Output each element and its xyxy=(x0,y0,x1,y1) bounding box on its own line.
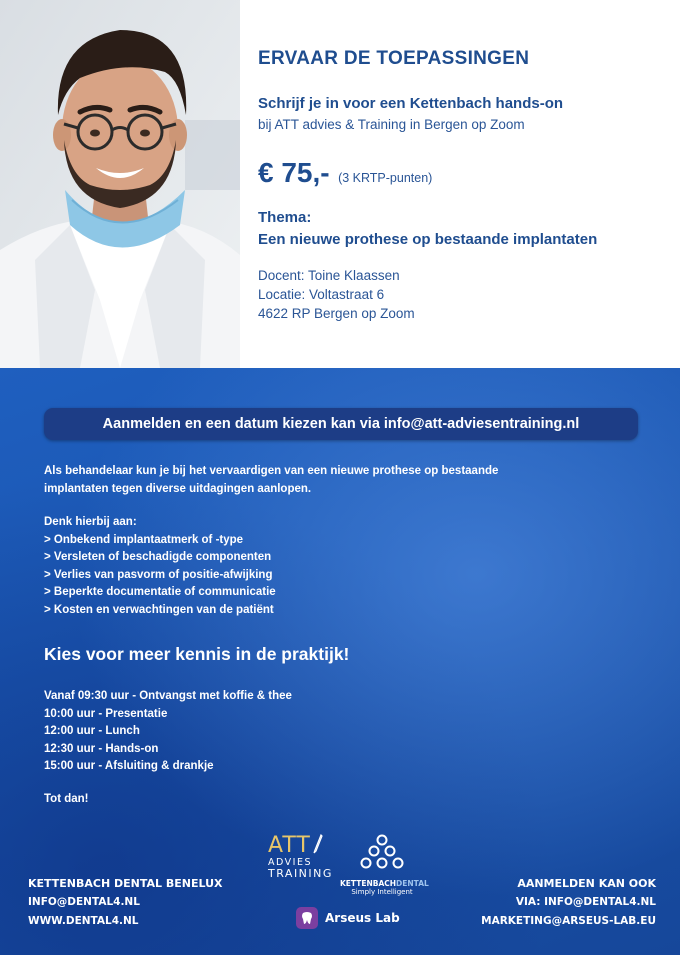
list-item: > Versleten of beschadigde componenten xyxy=(44,551,272,563)
footer-email-link[interactable]: INFO@DENTAL4.NL xyxy=(28,896,140,908)
checklist xyxy=(44,514,276,619)
signup-banner[interactable]: Aanmelden en een datum kiezen kan via info@att-adviesentraining.nl xyxy=(44,408,638,440)
checklist-heading: Denk hierbij aan: xyxy=(44,516,137,528)
kettenbach-tagline: Simply Intelligent xyxy=(351,888,413,896)
docent: Docent: Toine Klaassen xyxy=(258,268,400,283)
invite-subtitle: bij ATT advies & Training in Bergen op Zoom xyxy=(258,117,525,132)
invite-title: Schrijf je in voor een Kettenbach hands-on xyxy=(258,95,564,112)
price-points: (3 KRTP-punten) xyxy=(338,171,433,185)
intro-line-1: Als behandelaar kun je bij het vervaardigen van een nieuwe prothese op bestaande xyxy=(44,465,499,477)
footer-right xyxy=(481,874,656,931)
kettenbach-logo xyxy=(340,834,429,896)
arseus-tooth-icon xyxy=(296,907,318,929)
intro-line-2: implantaten tegen diverse uitdagingen aanlopen. xyxy=(44,482,312,495)
arseus-name: Arseus Lab xyxy=(325,911,400,925)
slogan: Kies voor meer kennis in de praktijk! xyxy=(44,644,350,664)
theme-title: Een nieuwe prothese op bestaande implantaten xyxy=(258,231,598,248)
list-item: > Kosten en verwachtingen van de patiënt xyxy=(44,603,274,616)
footer-signup-heading: AANMELDEN KAN OOK xyxy=(517,877,656,890)
top-section xyxy=(0,0,680,368)
price-block xyxy=(258,157,432,189)
schedule-item: 12:00 uur - Lunch xyxy=(44,725,140,737)
schedule-item: 15:00 uur - Afsluiting & drankje xyxy=(44,760,214,772)
att-logo xyxy=(268,834,332,894)
footer-website-link[interactable]: WWW.DENTAL4.NL xyxy=(28,915,139,927)
arseus-logo xyxy=(296,906,400,930)
kettenbach-name: KETTENBACHDENTAL xyxy=(340,879,429,888)
att-logo-word: ATT xyxy=(268,834,332,857)
molecule-icon xyxy=(358,834,406,872)
footer-left xyxy=(28,874,223,931)
schedule xyxy=(44,688,292,776)
course-meta xyxy=(258,266,415,323)
list-item: > Verlies van pasvorm of positie-afwijking xyxy=(44,568,273,581)
list-item: > Onbekend implantaatmerk of -type xyxy=(44,533,244,546)
footer-signup-email-2[interactable]: MARKETING@ARSEUS-LAB.EU xyxy=(481,915,656,927)
att-logo-sub1: ADVIES xyxy=(268,857,312,868)
schedule-item: 12:30 uur - Hands-on xyxy=(44,742,159,755)
att-logo-sub2: TRAINING xyxy=(268,867,333,880)
footer-company: KETTENBACH DENTAL BENELUX xyxy=(28,877,223,890)
dentist-photo xyxy=(0,0,240,368)
theme-label: Thema: xyxy=(258,209,312,226)
closing-text: Tot dan! xyxy=(44,793,89,805)
schedule-item: Vanaf 09:30 uur - Ontvangst met koffie & thee xyxy=(44,690,292,702)
intro-text xyxy=(44,463,604,498)
tooth-pen-icon xyxy=(312,834,324,854)
page-title: ERVAAR DE TOEPASSINGEN xyxy=(258,48,530,69)
list-item: > Beperkte documentatie of communicatie xyxy=(44,586,276,598)
location-line-2: 4622 RP Bergen op Zoom xyxy=(258,306,415,321)
price-amount: € 75,- xyxy=(258,157,330,188)
footer-signup-email-1[interactable]: VIA: INFO@DENTAL4.NL xyxy=(515,896,656,908)
schedule-item: 10:00 uur - Presentatie xyxy=(44,707,168,720)
dentist-illustration xyxy=(0,0,240,368)
location-line-1: Locatie: Voltastraat 6 xyxy=(258,287,385,302)
blue-section xyxy=(0,368,680,955)
